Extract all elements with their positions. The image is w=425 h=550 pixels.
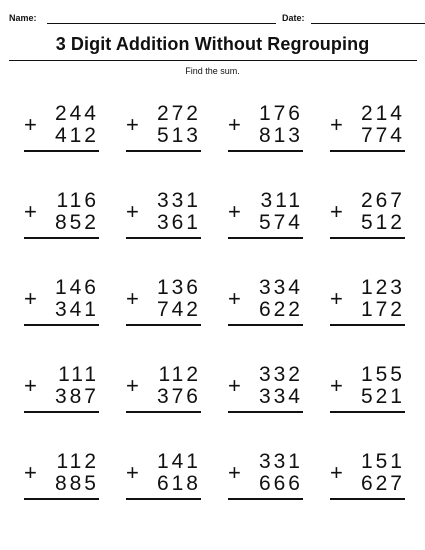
bottom-addend: 341: [54, 298, 99, 321]
addition-problem: [330, 451, 410, 511]
answer-line: [24, 498, 99, 500]
addition-problem: [24, 364, 104, 424]
answer-line: [24, 324, 99, 326]
top-addend: 123: [360, 276, 405, 299]
plus-sign: +: [330, 373, 343, 398]
name-date-header: [9, 12, 417, 26]
top-addend: 332: [258, 363, 303, 386]
plus-sign: +: [126, 460, 139, 485]
bottom-addend: 376: [156, 385, 201, 408]
answer-line: [228, 498, 303, 500]
name-label: Name:: [9, 13, 37, 23]
plus-sign: +: [24, 199, 37, 224]
plus-sign: +: [330, 199, 343, 224]
top-addend: 334: [258, 276, 303, 299]
answer-line: [330, 498, 405, 500]
bottom-addend: 334: [258, 385, 303, 408]
bottom-addend: 622: [258, 298, 303, 321]
answer-line: [126, 324, 201, 326]
answer-line: [24, 150, 99, 152]
answer-line: [126, 498, 201, 500]
top-addend: 151: [360, 450, 405, 473]
bottom-addend: 361: [156, 211, 201, 234]
top-addend: 244: [54, 102, 99, 125]
addition-problem: [24, 277, 104, 337]
answer-line: [228, 150, 303, 152]
plus-sign: +: [126, 112, 139, 137]
top-addend: 112: [158, 363, 201, 386]
date-label: Date:: [282, 13, 305, 23]
plus-sign: +: [24, 460, 37, 485]
top-addend: 112: [56, 450, 99, 473]
addition-problem: [228, 103, 308, 163]
bottom-addend: 666: [258, 472, 303, 495]
top-addend: 214: [360, 102, 405, 125]
answer-line: [24, 411, 99, 413]
addition-problem: [228, 190, 308, 250]
addition-problem: [330, 277, 410, 337]
addition-problem: [330, 190, 410, 250]
date-field-line[interactable]: [311, 23, 425, 24]
top-addend: 272: [156, 102, 201, 125]
bottom-addend: 521: [360, 385, 405, 408]
plus-sign: +: [330, 460, 343, 485]
answer-line: [330, 411, 405, 413]
top-addend: 146: [54, 276, 99, 299]
top-addend: 311: [260, 189, 303, 212]
plus-sign: +: [126, 373, 139, 398]
top-addend: 116: [56, 189, 99, 212]
top-addend: 111: [58, 363, 99, 386]
answer-line: [24, 237, 99, 239]
bottom-addend: 627: [360, 472, 405, 495]
top-addend: 155: [360, 363, 405, 386]
plus-sign: +: [330, 112, 343, 137]
addition-problem: [228, 451, 308, 511]
addition-problem: [126, 277, 206, 337]
worksheet-title: 3 Digit Addition Without Regrouping: [55, 34, 370, 54]
bottom-addend: 512: [360, 211, 405, 234]
plus-sign: +: [24, 373, 37, 398]
name-field-line[interactable]: [47, 23, 276, 24]
top-addend: 267: [360, 189, 405, 212]
title-divider: [9, 60, 417, 61]
bottom-addend: 774: [360, 124, 405, 147]
bottom-addend: 574: [258, 211, 303, 234]
addition-problem: [24, 103, 104, 163]
answer-line: [126, 411, 201, 413]
addition-problem: [126, 451, 206, 511]
answer-line: [228, 324, 303, 326]
instructions: Find the sum.: [185, 66, 240, 76]
bottom-addend: 387: [54, 385, 99, 408]
bottom-addend: 513: [156, 124, 201, 147]
top-addend: 331: [258, 450, 303, 473]
top-addend: 331: [156, 189, 201, 212]
answer-line: [330, 324, 405, 326]
plus-sign: +: [330, 286, 343, 311]
answer-line: [126, 150, 201, 152]
addition-problem: [330, 364, 410, 424]
answer-line: [228, 411, 303, 413]
addition-problem: [126, 103, 206, 163]
plus-sign: +: [24, 286, 37, 311]
top-addend: 141: [156, 450, 201, 473]
answer-line: [126, 237, 201, 239]
plus-sign: +: [228, 112, 241, 137]
bottom-addend: 172: [360, 298, 405, 321]
addition-problem: [24, 190, 104, 250]
answer-line: [330, 150, 405, 152]
bottom-addend: 885: [54, 472, 99, 495]
plus-sign: +: [126, 199, 139, 224]
addition-problem: [330, 103, 410, 163]
addition-problem: [126, 190, 206, 250]
bottom-addend: 852: [54, 211, 99, 234]
bottom-addend: 618: [156, 472, 201, 495]
addition-problem: [126, 364, 206, 424]
top-addend: 136: [156, 276, 201, 299]
bottom-addend: 412: [54, 124, 99, 147]
addition-problem: [24, 451, 104, 511]
addition-problem: [228, 277, 308, 337]
answer-line: [228, 237, 303, 239]
bottom-addend: 813: [258, 124, 303, 147]
bottom-addend: 742: [156, 298, 201, 321]
addition-problem: [228, 364, 308, 424]
plus-sign: +: [24, 112, 37, 137]
top-addend: 176: [258, 102, 303, 125]
plus-sign: +: [228, 199, 241, 224]
answer-line: [330, 237, 405, 239]
plus-sign: +: [228, 460, 241, 485]
plus-sign: +: [126, 286, 139, 311]
plus-sign: +: [228, 373, 241, 398]
plus-sign: +: [228, 286, 241, 311]
